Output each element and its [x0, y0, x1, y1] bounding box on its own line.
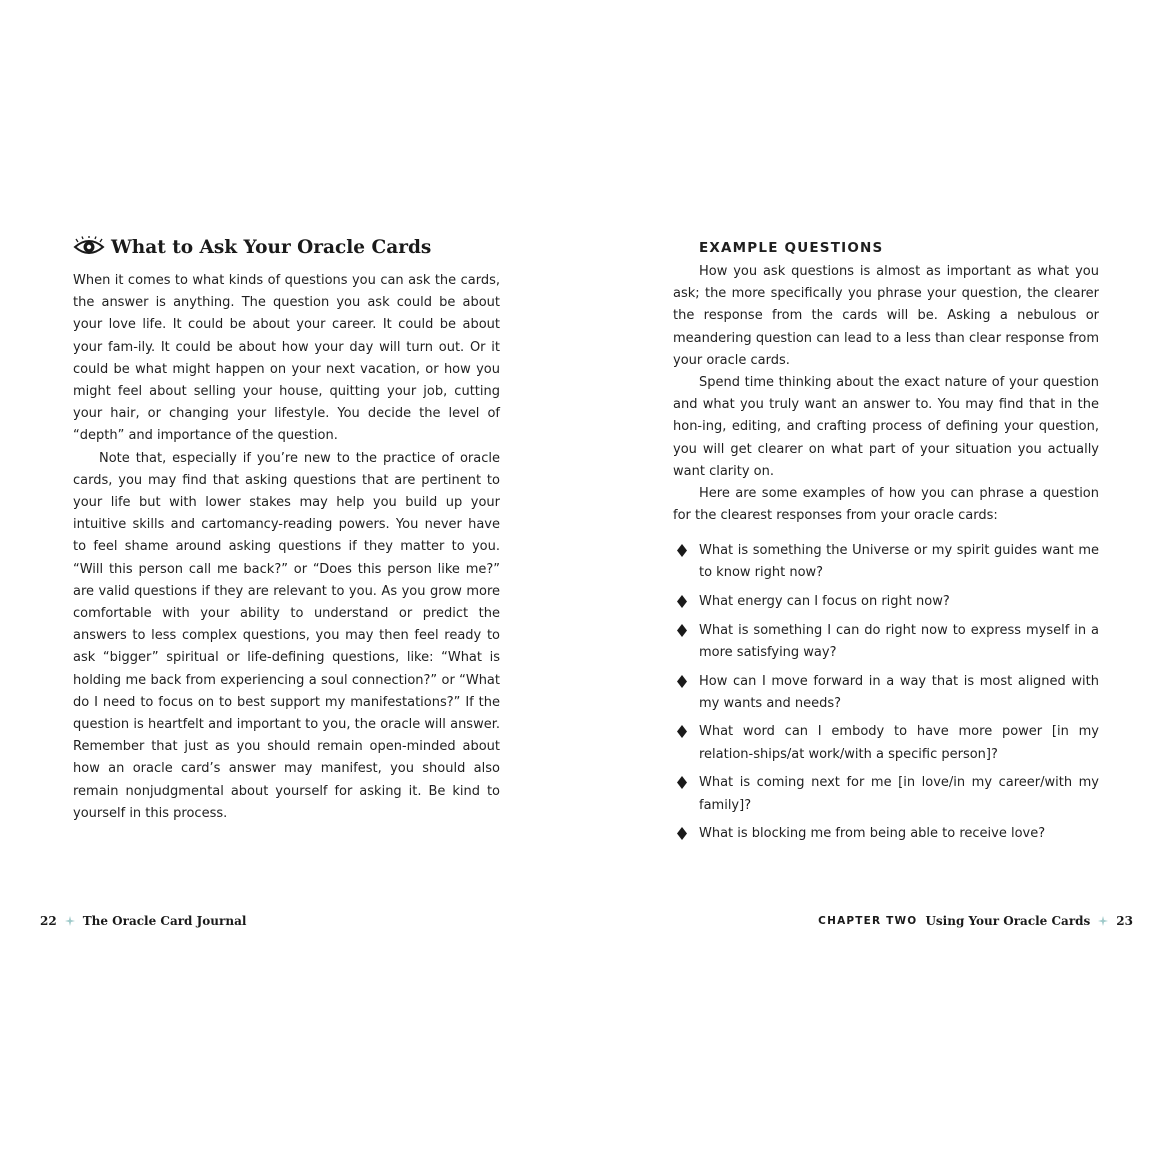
left-page [0, 0, 586, 1173]
book-title: The Oracle Card Journal [82, 914, 247, 928]
left-body [73, 270, 500, 825]
chapter-label: CHAPTER TWO [818, 915, 918, 927]
diamond-bullet-icon [677, 776, 687, 789]
page-number: 22 [40, 914, 57, 928]
question-text: What word can I embody to have more power [in my relation-ships/at work/with a specific person]? [699, 724, 1099, 762]
diamond-bullet-icon [677, 544, 687, 557]
chapter-title: Using Your Oracle Cards [925, 914, 1091, 928]
paragraph: When it comes to what kinds of questions you can ask the cards, the answer is anything. The question you ask could be about your love life. It could be about your career. It could be about your fam-ily. It could be about how your day will turn out. Or it could be what might happen on your next vacation, or how you might feel about selling your house, quitting your job, cutting your hair, or changing your lifestyle. You decide the level of “depth” and importance of the question. [73, 273, 500, 444]
list-item [677, 721, 1099, 765]
question-list [677, 540, 1099, 852]
diamond-bullet-icon [677, 827, 687, 840]
right-body [673, 261, 1099, 527]
paragraph: Here are some examples of how you can phrase a question for the clearest responses from your oracle cards: [673, 486, 1099, 524]
diamond-bullet-icon [677, 595, 687, 608]
paragraph: How you ask questions is almost as important as what you ask; the more specifically you phrase your question, the clearer the response from the cards will be. Asking a nebulous or meandering question can lead to a less than clear response from your oracle cards. [673, 264, 1099, 368]
list-item [677, 823, 1099, 845]
right-page [586, 0, 1173, 1173]
list-item [677, 620, 1099, 664]
sparkle-icon [1098, 916, 1108, 926]
question-text: How can I move forward in a way that is most aligned with my wants and needs? [699, 673, 1099, 711]
list-item [677, 540, 1099, 584]
right-footer [818, 914, 1133, 928]
diamond-bullet-icon [677, 624, 687, 637]
question-text: What is something the Universe or my spirit guides want me to know right now? [699, 543, 1099, 581]
question-text: What is blocking me from being able to receive love? [699, 826, 1046, 842]
eye-icon [73, 236, 105, 258]
left-footer [40, 914, 246, 928]
list-item [677, 591, 1099, 613]
paragraph: Spend time thinking about the exact nature of your question and what you truly want an answer to. You may find that in the hon-ing, editing, and crafting process of defining your question, you will get clearer on what part of your situation you actually want clarity on. [673, 375, 1099, 479]
list-item [677, 772, 1099, 816]
question-text: What is something I can do right now to express myself in a more satisfying way? [699, 622, 1099, 660]
section-heading [73, 236, 513, 258]
question-text: What is coming next for me [in love/in my career/with my family]? [699, 775, 1099, 813]
subheading: EXAMPLE QUESTIONS [699, 240, 884, 256]
paragraph: Note that, especially if you’re new to the practice of oracle cards, you may find that asking questions that are pertinent to your life but with lower stakes may help you build up your intuitive skills and cartomancy-reading powers. You never have to feel shame around asking questions if they matter to you. “Will this person call me back?” or “Does this person like me?” are valid questions if they are relevant to you. As you grow more comfortable with your ability to understand or predict the answers to less complex questions, you may then feel ready to ask “bigger” spiritual or life-defining questions, like: “What is holding me back from experiencing a soul connection?” or “What do I need to focus on to best support my manifestations?” If the question is heartfelt and important to you, the oracle will answer. Remember that just as you should remain open-minded about how an oracle card’s answer may manifest, you should also remain nonjudgmental about yourself for asking it. Be kind to yourself in this process. [73, 450, 500, 821]
page-number: 23 [1116, 914, 1133, 928]
section-title: What to Ask Your Oracle Cards [111, 236, 432, 258]
list-item [677, 671, 1099, 715]
diamond-bullet-icon [677, 675, 687, 688]
question-text: What energy can I focus on right now? [699, 593, 950, 609]
diamond-bullet-icon [677, 725, 687, 738]
sparkle-icon [65, 916, 75, 926]
